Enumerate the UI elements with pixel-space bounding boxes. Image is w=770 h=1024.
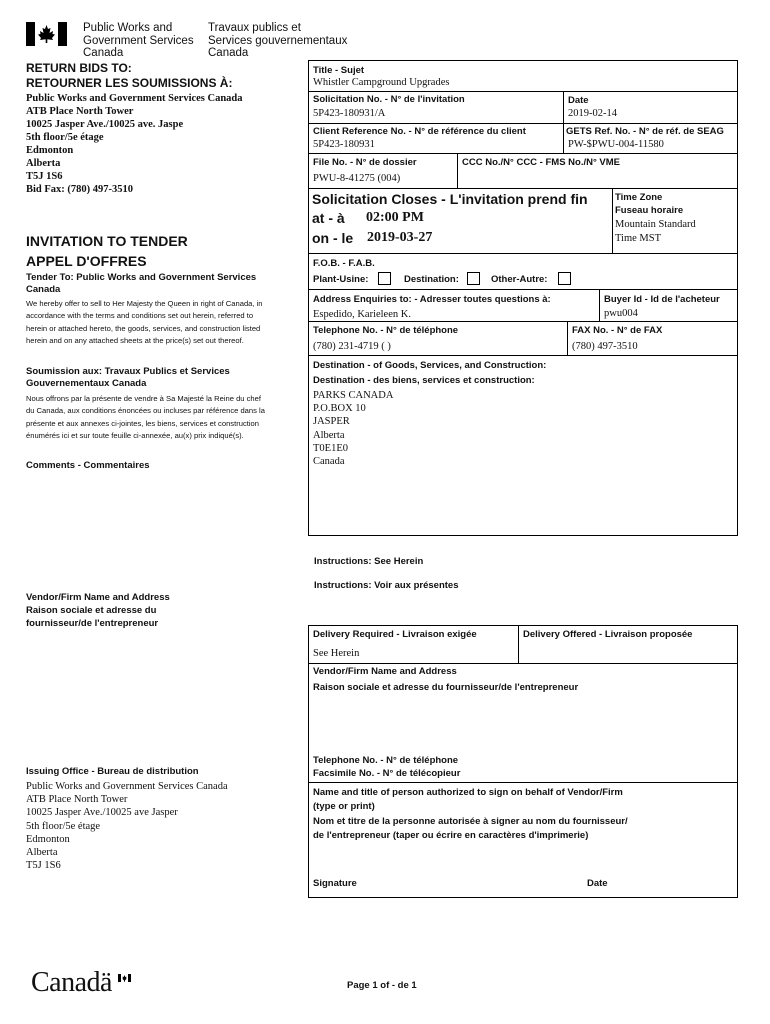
ccc-number-label: CCC No./N° CCC - FMS No./N° VME: [462, 157, 621, 168]
soumission-offer-text: Nous offrons par la présente de vendre à Sa Majesté la Reine du chef du Canada, aux conditions énoncées ou incluses par référence dans la présente et aux annexes ci-jointes, les biens, services et construction énumérés ici et sur toute feuille ci-annexée, au(x) prix indiqué(s).: [26, 394, 265, 440]
closes-at-value: 02:00 PM: [366, 210, 424, 225]
date-label: Date: [568, 95, 589, 106]
invitation-title-fr: APPEL D'OFFRES: [26, 253, 147, 269]
authorized-person-label-3: Nom et titre de la personne autorisée à signer au nom du fournisseur/: [313, 816, 628, 827]
government-flag-logo: [26, 22, 67, 46]
address-line: Alberta: [26, 158, 61, 169]
vendor-label-line: fournisseur/de l'entrepreneur: [26, 618, 159, 629]
return-bids-address: [26, 92, 243, 196]
address-line: T5J 1S6: [26, 860, 61, 872]
file-number-label: File No. - N° de dossier: [313, 157, 417, 168]
vendor-firm-input-area[interactable]: [310, 696, 736, 752]
vendor-facsimile-label: Facsimile No. - N° de télécopieur: [313, 768, 461, 779]
dept-fr-line: Services gouvernementaux: [208, 34, 348, 47]
department-name-fr: [208, 22, 347, 60]
return-bids-title: [26, 61, 232, 91]
closes-at-label: at - à: [312, 210, 345, 226]
address-line: Alberta: [26, 847, 58, 859]
destination-checkbox[interactable]: [467, 272, 480, 285]
delivery-required-value: See Herein: [313, 648, 360, 659]
delivery-required-label: Delivery Required - Livraison exigée: [313, 629, 477, 640]
telephone-label: Telephone No. - N° de téléphone: [313, 325, 459, 336]
time-zone-label: Time Zone: [615, 192, 663, 203]
vendor-label-line: Raison sociale et adresse du: [26, 605, 157, 616]
instructions-en: Instructions: See Herein: [314, 556, 424, 567]
soumission-aux: Soumission aux: Travaux Publics et Services Gouvernementaux Canada: [26, 366, 230, 389]
address-line: Public Works and Government Services Canada: [26, 93, 243, 104]
signature-label: Signature: [313, 878, 357, 889]
issuing-office-title: Issuing Office - Bureau de distribution: [26, 766, 199, 777]
address-line: JASPER: [313, 416, 350, 428]
address-line: ATB Place North Tower: [26, 794, 128, 806]
return-bids-title-en: RETURN BIDS TO:: [26, 61, 132, 75]
address-line: PARKS CANADA: [313, 390, 394, 401]
authorized-person-label-1: Name and title of person authorized to sign on behalf of Vendor/Firm: [313, 787, 623, 798]
address-line: T0E1E0: [313, 442, 348, 454]
authorized-person-label-2: (type or print): [313, 801, 375, 812]
address-line: Edmonton: [26, 145, 74, 156]
title-value: Whistler Campground Upgrades: [313, 77, 450, 88]
tender-to: Tender To: Public Works and Government Services Canada: [26, 272, 257, 295]
client-reference-label: Client Reference No. - N° de référence du client: [313, 126, 526, 137]
signature-date-label: Date: [587, 878, 608, 889]
vendor-firm-label-fr: Raison sociale et adresse du fournisseur/de l'entrepreneur: [313, 682, 579, 693]
fax-label: FAX No. - N° de FAX: [572, 325, 663, 336]
file-number-value: PWU-8-41275 (004): [313, 173, 401, 184]
address-line: Public Works and Government Services Canada: [26, 781, 228, 792]
tender-offer-text: We hereby offer to sell to Her Majesty the Queen in right of Canada, in accordance with the terms and conditions set out herein, referred to herein or attached hereto, the goods, services, and construction listed herein and on any attached sheets at the price(s) set out thereof.: [26, 299, 263, 345]
dept-fr-line: Travaux publics et: [208, 22, 301, 34]
vendor-telephone-label: Telephone No. - N° de téléphone: [313, 755, 459, 766]
address-line: ATB Place North Tower: [26, 106, 134, 117]
address-line: 5th floor/5e étage: [26, 132, 104, 143]
other-autre-label: Other-Autre:: [491, 274, 548, 285]
dept-en-line: Government Services: [83, 34, 194, 47]
address-line: Canada: [313, 456, 345, 468]
vendor-firm-label: Vendor/Firm Name and Address: [313, 666, 457, 677]
title-label: Title - Sujet: [313, 65, 365, 76]
address-line: Edmonton: [26, 833, 70, 845]
buyer-id-value: pwu004: [604, 308, 638, 319]
solicitation-number-value: 5P423-180931/A: [313, 108, 386, 119]
client-reference-value: 5P423-180931: [313, 139, 375, 150]
authorized-person-label-4: de l'entrepreneur (taper ou écrire en caractères d'imprimerie): [313, 830, 589, 841]
fax-value: (780) 497-3510: [572, 341, 638, 352]
address-line: 10025 Jasper Ave./10025 ave. Jaspe: [26, 119, 184, 130]
dept-en-line: Public Works and: [83, 22, 173, 34]
issuing-office-address: [26, 780, 228, 872]
address-line: 10025 Jasper Ave./10025 ave Jasper: [26, 807, 178, 819]
closes-on-label: on - le: [312, 230, 354, 246]
address-enquiries-value: Espedido, Karieleen K.: [313, 309, 411, 320]
time-zone-value: Mountain Standard: [615, 219, 696, 230]
instructions-fr: Instructions: Voir aux présentes: [314, 580, 459, 591]
invitation-title-en: INVITATION TO TENDER: [26, 233, 188, 249]
return-bids-title-fr: RETOURNER LES SOUMISSIONS À:: [26, 76, 233, 90]
department-name-en: [83, 22, 194, 60]
closes-on-value: 2019-03-27: [367, 230, 433, 245]
address-line: T5J 1S6: [26, 171, 63, 182]
buyer-id-label: Buyer Id - Id de l'acheteur: [604, 294, 720, 305]
gets-reference-value: PW-$PWU-004-11580: [568, 139, 664, 150]
dept-en-line: Canada: [83, 47, 124, 59]
destination-goods-label-en: Destination - of Goods, Services, and Construction:: [313, 360, 547, 371]
address-line: Alberta: [313, 429, 345, 441]
address-line: P.O.BOX 10: [313, 403, 366, 415]
other-autre-checkbox[interactable]: [558, 272, 571, 285]
time-zone-value-2: Time MST: [615, 233, 662, 244]
destination-goods-label-fr: Destination - des biens, services et construction:: [313, 375, 535, 386]
plant-usine-checkbox[interactable]: [378, 272, 391, 285]
invitation-title: [26, 231, 188, 271]
authorized-person-input-area[interactable]: [310, 843, 736, 873]
vendor-firm-label-left: [26, 591, 170, 630]
wordmark-flag-icon: [118, 969, 131, 977]
delivery-offered-label: Delivery Offered - Livraison proposée: [523, 629, 693, 640]
address-enquiries-label: Address Enquiries to: - Adresser toutes questions à:: [313, 294, 551, 305]
solicitation-number-label: Solicitation No. - N° de l'invitation: [313, 94, 465, 105]
telephone-value: (780) 231-4719 ( ): [313, 341, 391, 352]
solicitation-closes-label: Solicitation Closes - L'invitation prend fin: [312, 191, 588, 207]
fuseau-horaire-label: Fuseau horaire: [615, 205, 684, 216]
destination-checkbox-label: Destination:: [404, 274, 459, 285]
comments-label: Comments - Commentaires: [26, 460, 150, 471]
destination-address: [313, 389, 393, 468]
gets-reference-label: GETS Ref. No. - N° de réf. de SEAG: [566, 126, 724, 137]
address-line: 5th floor/5e étage: [26, 820, 101, 832]
dept-fr-line: Canada: [208, 47, 249, 59]
date-value: 2019-02-14: [568, 108, 617, 119]
plant-usine-label: Plant-Usine:: [313, 274, 369, 285]
bid-fax-line: Bid Fax: (780) 497-3510: [26, 184, 134, 195]
canada-wordmark: Canadä: [31, 967, 112, 998]
fob-label: F.O.B. - F.A.B.: [313, 258, 375, 269]
vendor-label-line: Vendor/Firm Name and Address: [26, 592, 170, 603]
page-number: Page 1 of - de 1: [347, 980, 417, 991]
